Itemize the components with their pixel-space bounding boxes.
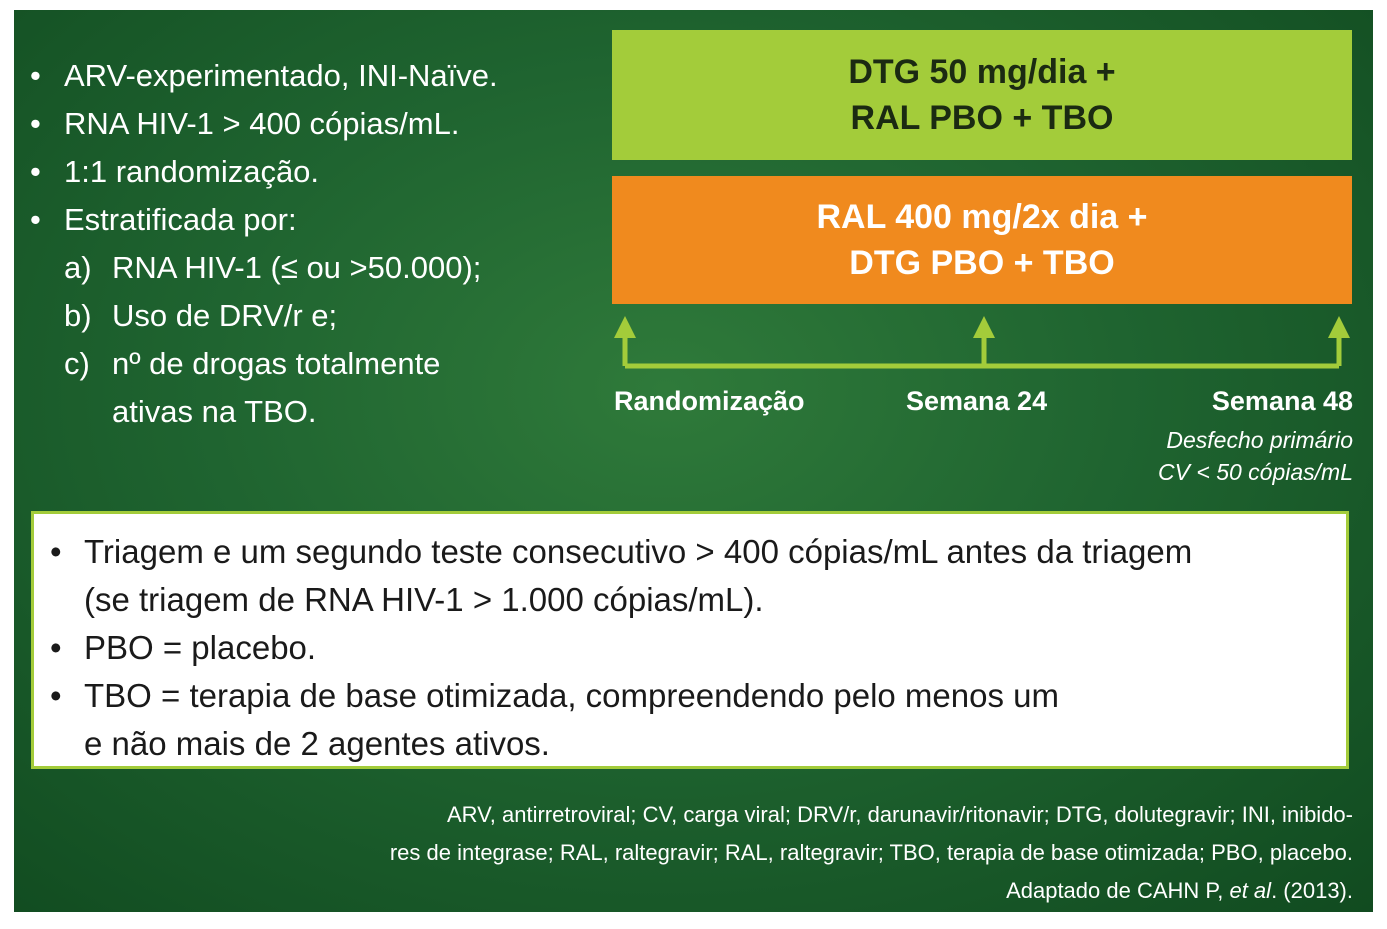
criteria-text: Estratificada por: <box>64 202 297 237</box>
endpoint-note: Desfecho primário <box>1166 427 1353 453</box>
timeline-label-randomization: Randomização <box>614 386 805 416</box>
note-item <box>50 528 1346 576</box>
sub-item-letter: c) <box>64 346 90 381</box>
arrow-up-icon <box>1328 316 1350 338</box>
endpoint-note: CV < 50 cópias/mL <box>1158 459 1353 485</box>
bullet-icon: • <box>30 58 41 93</box>
bullet-icon: • <box>30 106 41 141</box>
citation-italic: et al <box>1229 878 1272 903</box>
note-item <box>50 672 1346 720</box>
bullet-icon: • <box>30 202 41 237</box>
arm-line: RAL PBO + TBO <box>850 99 1114 137</box>
criteria-text: ARV-experimentado, INI-Naïve. <box>64 58 498 93</box>
abbreviations-line: ARV, antirretroviral; CV, carga viral; DRV/r, darunavir/ritonavir; DTG, dolutegravir; INI, inibido- <box>446 802 1353 827</box>
note-continuation: (se triagem de RNA HIV-1 > 1.000 cópias/mL). <box>84 581 764 618</box>
bullet-icon: • <box>30 154 41 189</box>
criteria-text: 1:1 randomização. <box>64 154 320 189</box>
citation-prefix: Adaptado de CAHN P, <box>1006 878 1230 903</box>
note-text: PBO = placebo. <box>84 629 317 666</box>
sub-item-text: RNA HIV-1 (≤ ou >50.000); <box>112 250 482 285</box>
timeline-label-week24: Semana 24 <box>906 386 1048 416</box>
note-item <box>50 624 1346 672</box>
timeline-label-week48: Semana 48 <box>1211 386 1353 416</box>
bullet-icon: • <box>50 533 62 570</box>
note-text: TBO = terapia de base otimizada, compreendendo pelo menos um <box>84 677 1059 714</box>
criteria-sub-item-continuation: ativas na TBO. <box>112 394 317 429</box>
note-text: Triagem e um segundo teste consecutivo > 400 cópias/mL antes da triagem <box>84 533 1193 570</box>
sub-item-text: Uso de DRV/r e; <box>112 298 338 333</box>
sub-item-letter: a) <box>64 250 92 285</box>
citation-suffix: . (2013). <box>1271 878 1353 903</box>
citation <box>153 872 1353 910</box>
arm-line: RAL 400 mg/2x dia + <box>816 198 1148 236</box>
sub-item-letter: b) <box>64 298 92 333</box>
arm-line: DTG 50 mg/dia + <box>848 53 1116 91</box>
notes-box <box>31 511 1349 769</box>
arm-line: DTG PBO + TBO <box>849 244 1115 282</box>
note-continuation: e não mais de 2 agentes ativos. <box>84 725 550 762</box>
bullet-icon: • <box>50 677 62 714</box>
arrow-up-icon <box>614 316 636 338</box>
sub-item-text: nº de drogas totalmente <box>112 346 441 381</box>
abbreviations-footer <box>153 796 1353 910</box>
arrow-up-icon <box>973 316 995 338</box>
criteria-text: RNA HIV-1 > 400 cópias/mL. <box>64 106 460 141</box>
abbreviations-line: res de integrase; RAL, raltegravir; RAL, raltegravir; TBO, terapia de base otimizada; PBO, placebo. <box>389 840 1353 865</box>
bullet-icon: • <box>50 629 62 666</box>
